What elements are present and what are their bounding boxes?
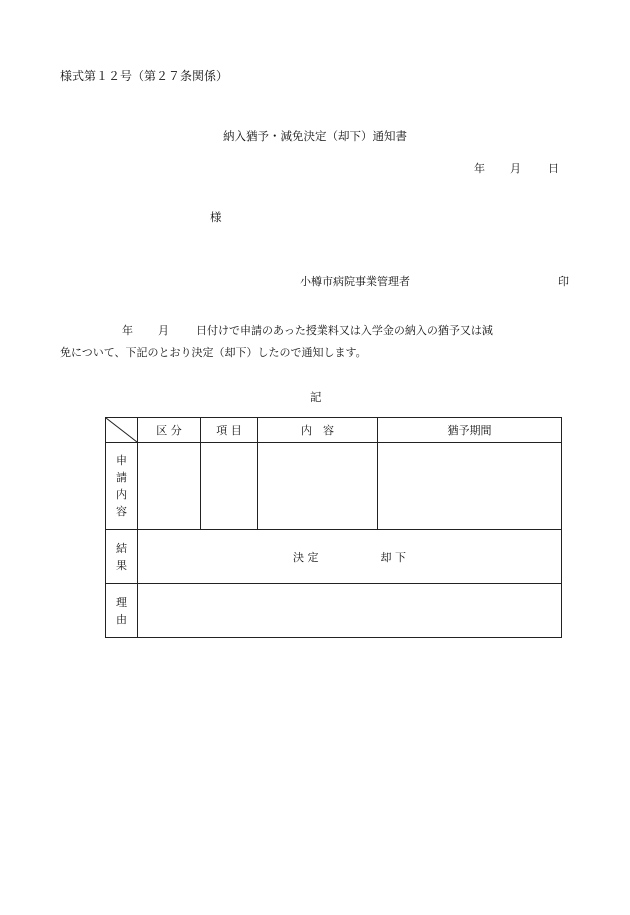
diagonal-corner-cell [106, 418, 138, 443]
body-text-line-2: 免について、下記のとおり決定（却下）したので通知します。 [60, 346, 367, 359]
date-day-label: 日 [548, 162, 559, 175]
result-label: 結 果 [106, 530, 138, 584]
application-category-cell[interactable] [138, 443, 201, 530]
reason-cell[interactable] [138, 584, 562, 638]
addressee-suffix: 様 [210, 210, 222, 224]
header-content: 内 容 [258, 418, 378, 443]
application-period-cell[interactable] [378, 443, 562, 530]
result-cell [138, 530, 562, 584]
application-row [106, 443, 562, 530]
issuer-name: 小樽市病院事業管理者 [300, 275, 410, 288]
result-rejected-option[interactable]: 却 下 [380, 550, 406, 564]
body-year-label: 年 [122, 324, 133, 337]
seal-mark: 印 [558, 275, 569, 288]
body-month-label: 月 [158, 324, 169, 337]
date-year-label: 年 [474, 162, 485, 175]
ki-heading: 記 [310, 390, 322, 404]
reason-label: 理 由 [106, 584, 138, 638]
application-table [105, 417, 562, 638]
header-period: 猶予期間 [378, 418, 562, 443]
document-title: 納入猶予・減免決定（却下）通知書 [223, 129, 407, 143]
date-month-label: 月 [510, 162, 521, 175]
application-content-cell[interactable] [258, 443, 378, 530]
application-item-cell[interactable] [201, 443, 258, 530]
form-number: 様式第１２号（第２７条関係） [60, 69, 229, 83]
result-decided-option[interactable]: 決 定 [293, 550, 319, 564]
body-text-line-1: 日付けで申請のあった授業料又は入学金の納入の猶予又は減 [196, 324, 493, 337]
application-label: 申 請 内 容 [106, 443, 138, 530]
header-category: 区 分 [138, 418, 201, 443]
table-header-row [106, 418, 562, 443]
header-item: 項 目 [201, 418, 258, 443]
result-row [106, 530, 562, 584]
reason-row [106, 584, 562, 638]
